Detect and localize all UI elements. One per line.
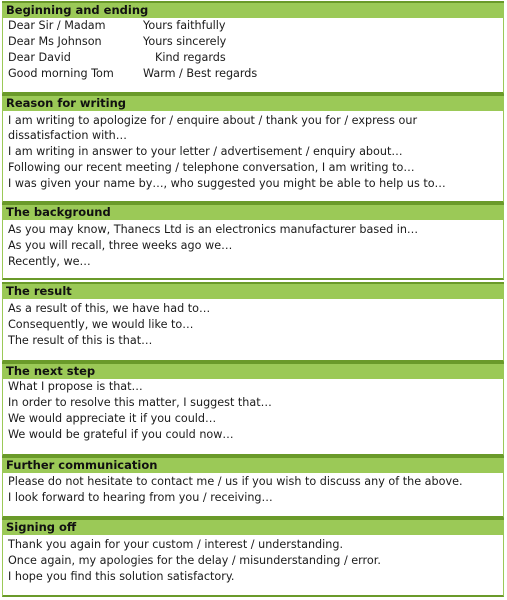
greeting-1: Dear Sir / Madam: [8, 19, 106, 32]
further-line-1: Please do not hesitate to contact me / us if you wish to discuss any of the above.: [8, 475, 463, 488]
section-header-beginning: Beginning and ending: [2, 1, 504, 18]
greeting-3: Dear David: [8, 51, 71, 64]
section-background: [2, 220, 504, 280]
reason-line-1: I am writing to apologize for / enquire about / thank you for / express our: [8, 114, 418, 127]
further-line-2: I look forward to hearing from you / receiving…: [8, 491, 273, 504]
greeting-4: Good morning Tom: [8, 67, 114, 80]
section-header-signing: Signing off: [2, 518, 504, 535]
closing-2: Yours sincerely: [143, 35, 227, 48]
section-header-next: The next step: [2, 362, 504, 379]
phrase-sheet: [2, 1, 504, 597]
next-line-2: In order to resolve this matter, I suggest that…: [8, 396, 272, 409]
section-result: [2, 299, 504, 362]
closing-1: Yours faithfully: [143, 19, 226, 32]
section-header-reason: Reason for writing: [2, 94, 504, 111]
closing-4: Warm / Best regards: [143, 67, 258, 80]
greeting-2: Dear Ms Johnson: [8, 35, 102, 48]
background-line-2: As you will recall, three weeks ago we…: [8, 239, 233, 252]
section-next: [2, 379, 504, 456]
result-line-2: Consequently, we would like to…: [8, 318, 194, 331]
background-line-1: As you may know, Thanecs Ltd is an electronics manufacturer based in…: [8, 223, 419, 236]
section-header-background: The background: [2, 203, 504, 220]
reason-line-4: Following our recent meeting / telephone conversation, I am writing to…: [8, 161, 415, 174]
section-reason: [2, 111, 504, 203]
reason-line-3: I am writing in answer to your letter / advertisement / enquiry about…: [8, 145, 403, 158]
signing-line-1: Thank you again for your custom / interest / understanding.: [8, 538, 344, 551]
reason-line-5: I was given your name by…, who suggested you might be able to help us to…: [8, 177, 446, 190]
section-header-further: Further communication: [2, 456, 504, 473]
section-signing: [2, 535, 504, 597]
section-beginning: [2, 18, 504, 94]
closing-3: Kind regards: [155, 51, 226, 64]
signing-line-2: Once again, my apologies for the delay / misunderstanding / error.: [8, 554, 381, 567]
background-line-3: Recently, we…: [8, 255, 91, 268]
section-header-result: The result: [2, 282, 504, 299]
next-line-4: We would be grateful if you could now…: [8, 428, 234, 441]
result-line-3: The result of this is that…: [8, 334, 153, 347]
section-further: [2, 473, 504, 518]
next-line-3: We would appreciate it if you could…: [8, 412, 217, 425]
reason-line-2: dissatisfaction with…: [8, 129, 127, 142]
signing-line-3: I hope you find this solution satisfactory.: [8, 570, 235, 583]
result-line-1: As a result of this, we have had to…: [8, 302, 211, 315]
next-line-1: What I propose is that…: [8, 380, 143, 393]
